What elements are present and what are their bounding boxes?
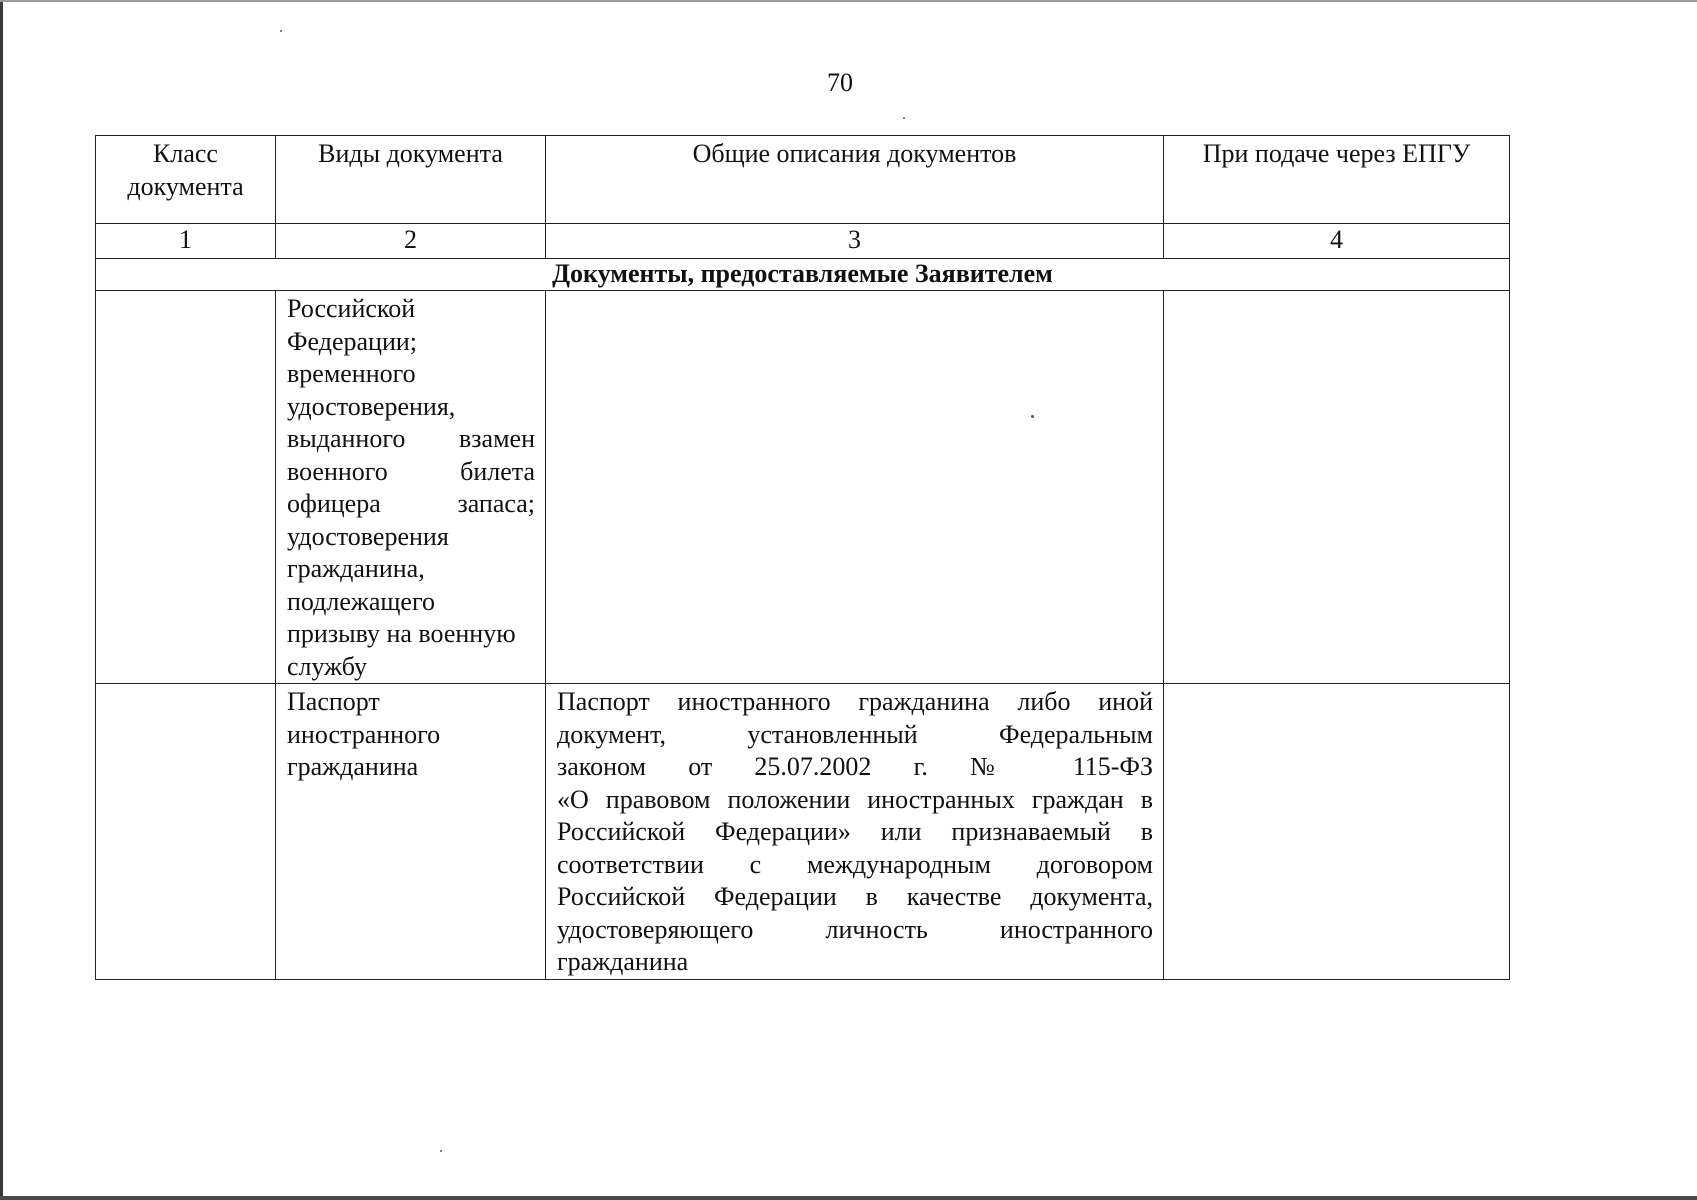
- page-number: 70: [827, 68, 853, 97]
- scan-speck: [440, 1150, 442, 1152]
- header-row: [96, 136, 1510, 224]
- row-kind-cell: [276, 291, 546, 684]
- scan-edge-left: [0, 0, 3, 1200]
- scan-edge-top: [0, 0, 1697, 2]
- cell-line: Российской: [287, 294, 416, 323]
- row-kind-text: [276, 684, 545, 784]
- cell-line: офицера запаса;: [287, 489, 535, 518]
- cell-line: Российской Федерации» или признаваемый в: [557, 817, 1153, 846]
- cell-line: военного билета: [287, 456, 535, 486]
- header-class-line-2: документа: [127, 171, 244, 201]
- row-kind-text: [276, 291, 545, 683]
- header-class-line-1: Класс: [153, 139, 218, 168]
- cell-line: документ, установленный Федеральным: [557, 719, 1153, 749]
- section-title: Документы, предоставляемые Заявителем: [96, 259, 1510, 291]
- cell-line: гражданина: [287, 752, 419, 781]
- table-row: [96, 291, 1510, 684]
- cell-line: законом от 25.07.2002 г. № 115-ФЗ: [557, 752, 1153, 781]
- row-description-text: [546, 291, 1163, 293]
- row-kind-cell: [276, 684, 546, 980]
- header-class: [96, 136, 276, 224]
- header-descriptions: Общие описания документов: [546, 136, 1164, 224]
- row-class-cell: [96, 684, 276, 980]
- scan-speck: [1031, 415, 1034, 418]
- cell-line: временного: [287, 359, 416, 388]
- cell-line: Федерации;: [287, 326, 418, 356]
- cell-line: удостоверения,: [287, 391, 456, 421]
- section-row: [96, 259, 1510, 291]
- cell-line: службу: [287, 651, 368, 681]
- header-epgu: При подаче через ЕПГУ: [1164, 136, 1510, 224]
- row-class-cell: [96, 291, 276, 684]
- cell-line: «О правовом положении иностранных граждан в: [557, 784, 1153, 814]
- column-number: 3: [546, 224, 1164, 259]
- cell-line: Паспорт: [287, 687, 380, 716]
- row-epgu-cell: [1164, 291, 1510, 684]
- cell-line: подлежащего: [287, 586, 435, 616]
- cell-line: удостоверения: [287, 521, 449, 551]
- cell-line: Паспорт иностранного гражданина либо иной: [557, 687, 1153, 716]
- scan-speck: [903, 117, 905, 119]
- column-number: 4: [1164, 224, 1510, 259]
- scan-edge-bottom: [0, 1196, 1697, 1200]
- scan-speck: [280, 30, 282, 32]
- cell-line: соответствии с международным договором: [557, 849, 1153, 879]
- row-epgu-cell: [1164, 684, 1510, 980]
- cell-line: гражданина: [557, 947, 689, 976]
- column-number: 2: [276, 224, 546, 259]
- cell-line: Российской Федерации в качестве документа,: [557, 882, 1153, 911]
- row-description-text: [546, 684, 1163, 979]
- header-kinds: Виды документа: [276, 136, 546, 224]
- row-description-cell: [546, 291, 1164, 684]
- cell-line: призыву на военную: [287, 619, 516, 648]
- cell-line: выданного взамен: [287, 424, 535, 453]
- column-numbers-row: [96, 224, 1510, 259]
- cell-line: гражданина,: [287, 554, 425, 583]
- column-number: 1: [96, 224, 276, 259]
- row-description-cell: [546, 684, 1164, 980]
- cell-line: удостоверяющего личность иностранного: [557, 914, 1153, 944]
- documents-table: [95, 135, 1510, 980]
- table-row: [96, 684, 1510, 980]
- cell-line: иностранного: [287, 719, 441, 749]
